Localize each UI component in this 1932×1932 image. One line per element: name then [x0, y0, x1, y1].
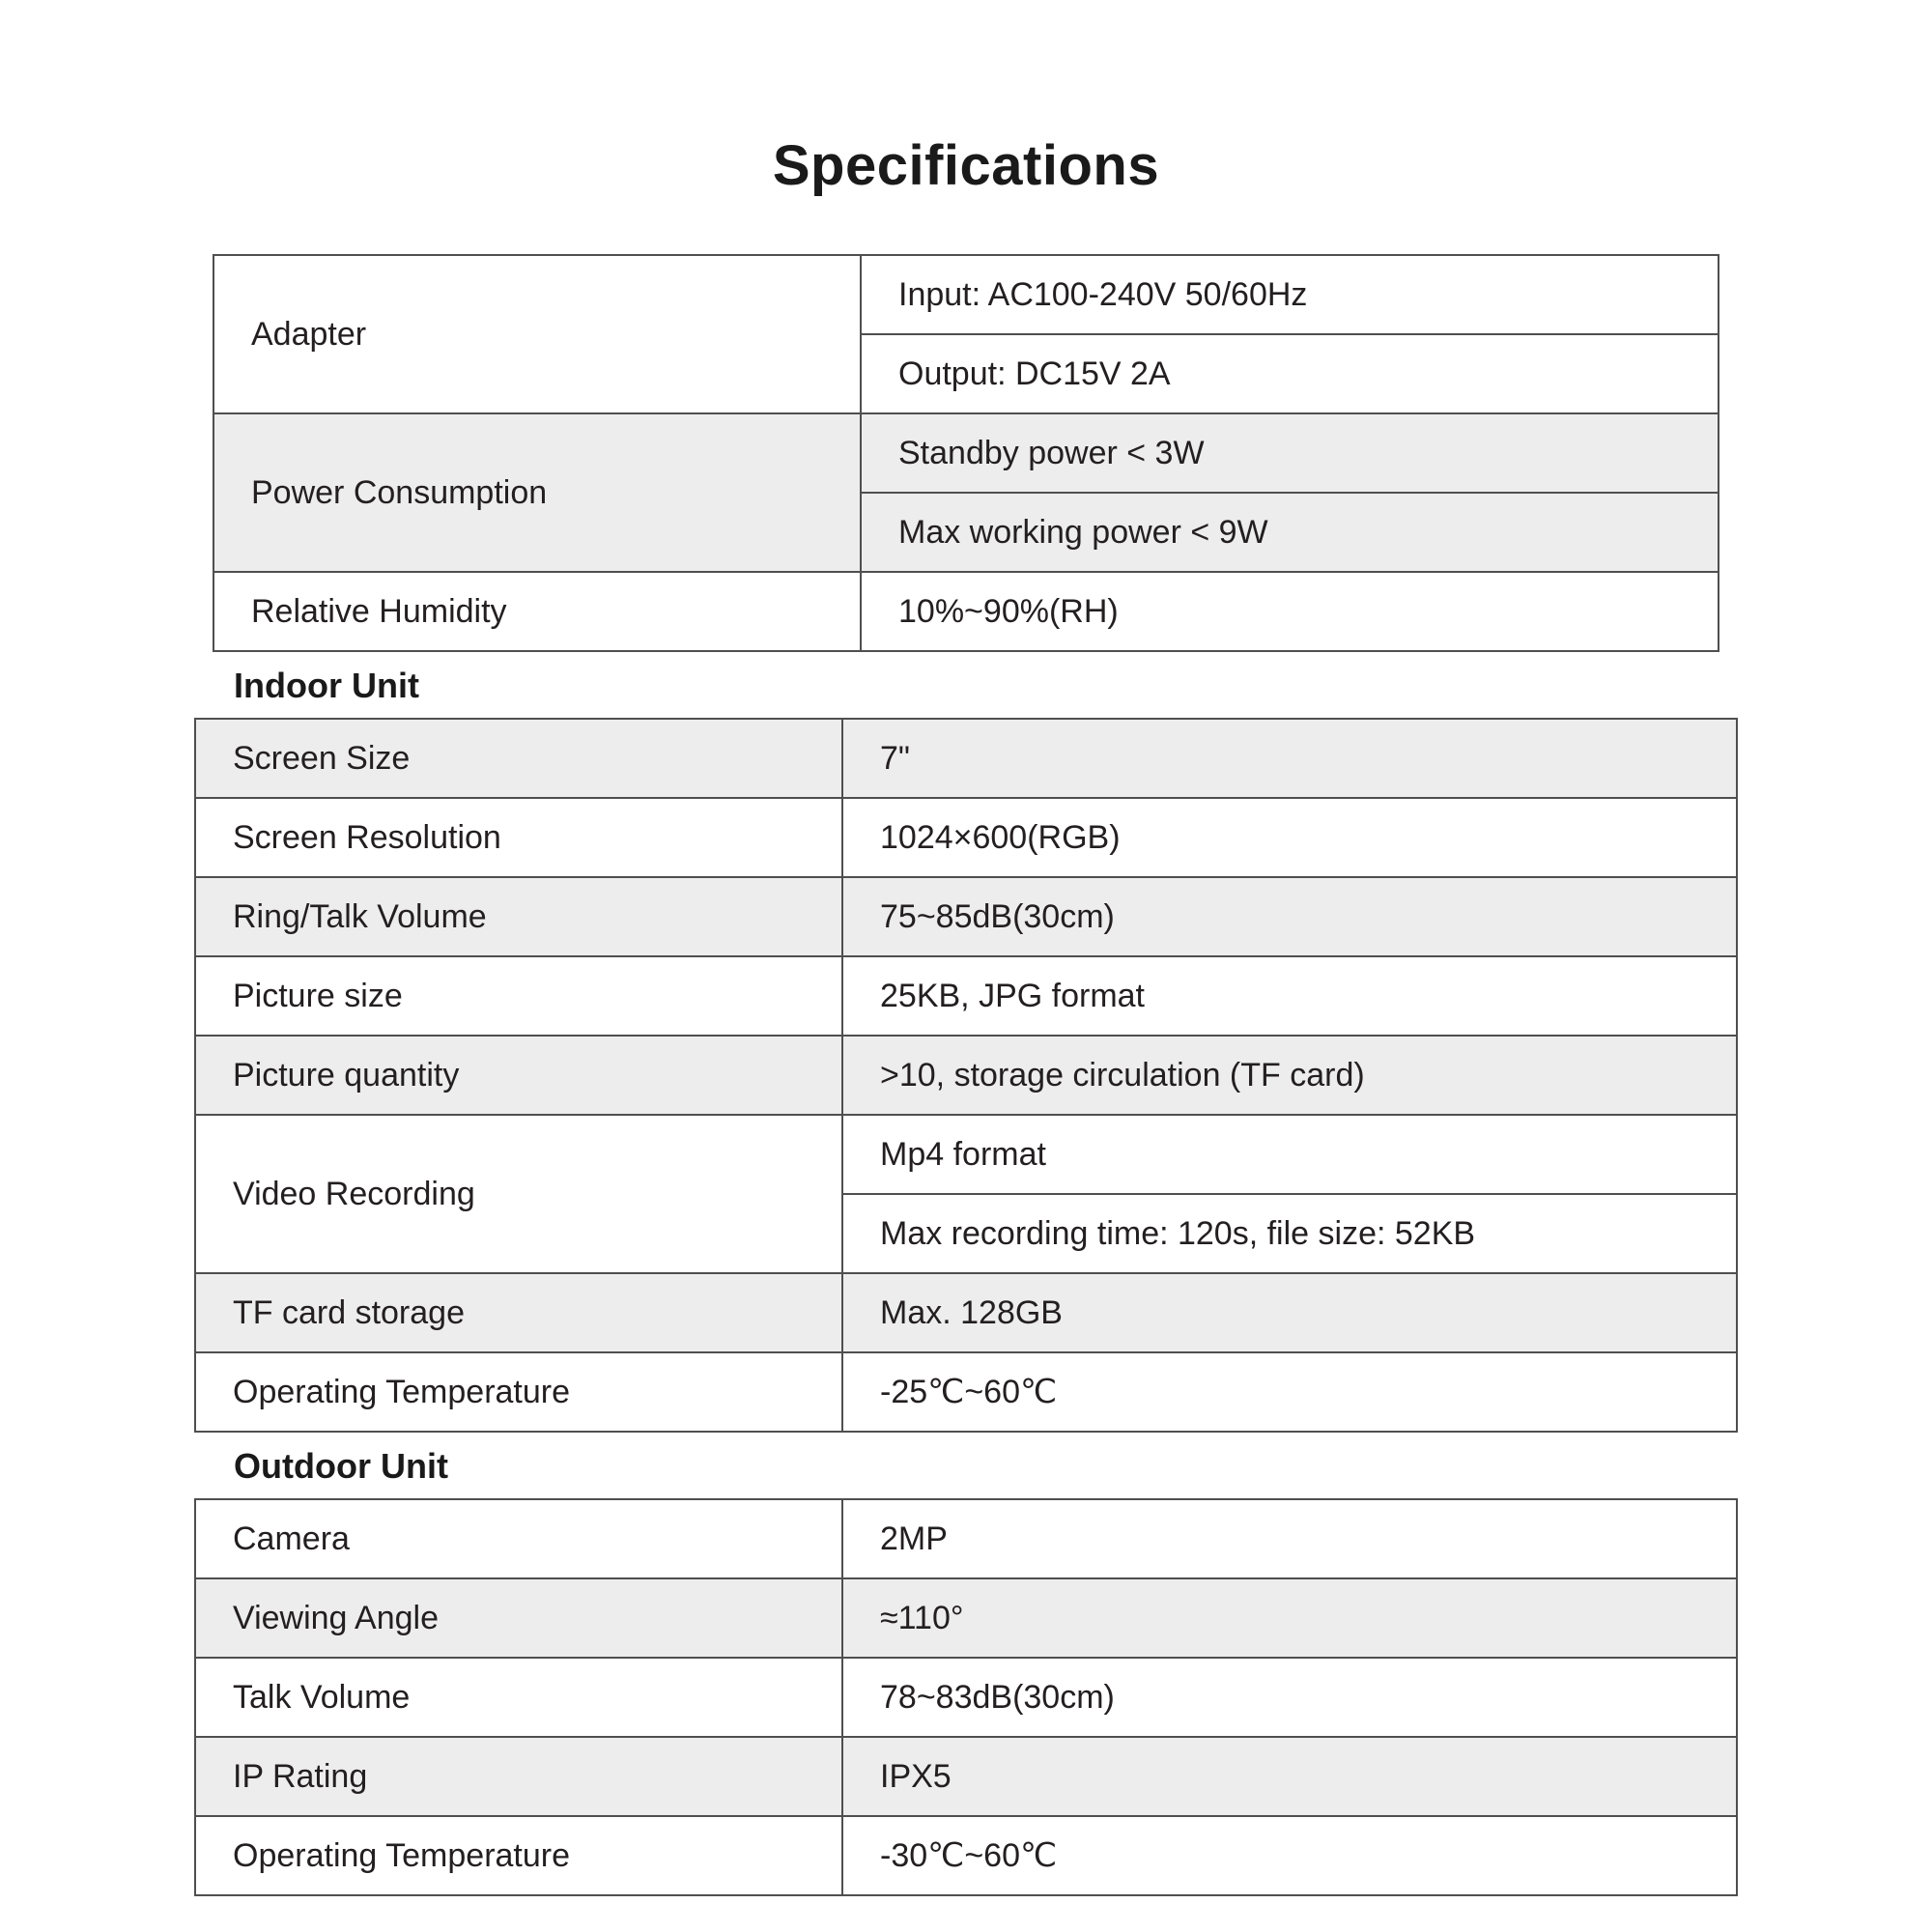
spec-value-row [862, 493, 1718, 571]
spec-table [194, 1498, 1738, 1896]
spec-value-row [843, 1116, 1736, 1194]
table-row [195, 1273, 1737, 1352]
spec-label: Screen Resolution [195, 798, 842, 877]
spec-value: -30℃~60℃ [842, 1816, 1737, 1895]
spec-value: Mp4 format [843, 1116, 1736, 1194]
spec-value: 7" [842, 719, 1737, 798]
spec-value: IPX5 [842, 1737, 1737, 1816]
spec-value: Input: AC100-240V 50/60Hz [862, 256, 1718, 334]
spec-label: Picture quantity [195, 1036, 842, 1115]
spec-value: Max working power < 9W [862, 493, 1718, 571]
spec-value: 25KB, JPG format [842, 956, 1737, 1036]
spec-label: Camera [195, 1499, 842, 1578]
spec-value: Max recording time: 120s, file size: 52KB [843, 1194, 1736, 1272]
spec-value-row [862, 414, 1718, 493]
spec-label: Talk Volume [195, 1658, 842, 1737]
spec-value-row [862, 334, 1718, 412]
spec-value-subtable [862, 256, 1718, 412]
spec-label: Operating Temperature [195, 1816, 842, 1895]
table-row [195, 877, 1737, 956]
table-row [195, 719, 1737, 798]
spec-value: 1024×600(RGB) [842, 798, 1737, 877]
spec-label: Operating Temperature [195, 1352, 842, 1432]
section-heading: Outdoor Unit [234, 1446, 448, 1486]
table-row [213, 572, 1719, 651]
spec-value: 75~85dB(30cm) [842, 877, 1737, 956]
spec-value: Max. 128GB [842, 1273, 1737, 1352]
spec-label: Ring/Talk Volume [195, 877, 842, 956]
table-row [213, 255, 1719, 413]
spec-value-subtable [862, 414, 1718, 571]
table-row [195, 956, 1737, 1036]
table-row [213, 413, 1719, 572]
spec-value-cell [861, 255, 1719, 413]
spec-label: Power Consumption [213, 413, 861, 572]
spec-value: 10%~90%(RH) [861, 572, 1719, 651]
spec-value: >10, storage circulation (TF card) [842, 1036, 1737, 1115]
spec-table [213, 254, 1719, 652]
page-title: Specifications [772, 134, 1160, 197]
spec-value: ≈110° [842, 1578, 1737, 1658]
spec-value: Standby power < 3W [862, 414, 1718, 493]
table-row [195, 798, 1737, 877]
spec-value: Output: DC15V 2A [862, 334, 1718, 412]
table-row [195, 1036, 1737, 1115]
spec-value-row [843, 1194, 1736, 1272]
table-row [195, 1816, 1737, 1895]
section-heading: Indoor Unit [234, 666, 419, 705]
table-row [195, 1737, 1737, 1816]
spec-label: Picture size [195, 956, 842, 1036]
table-row [195, 1352, 1737, 1432]
spec-value-cell [842, 1115, 1737, 1273]
table-row [195, 1115, 1737, 1273]
spec-value-cell [861, 413, 1719, 572]
spec-value: 2MP [842, 1499, 1737, 1578]
spec-value-row [862, 256, 1718, 334]
spec-value-subtable [843, 1116, 1736, 1272]
specification-sections [0, 254, 1932, 1896]
table-row [195, 1499, 1737, 1578]
spec-label: Relative Humidity [213, 572, 861, 651]
spec-label: TF card storage [195, 1273, 842, 1352]
spec-label: IP Rating [195, 1737, 842, 1816]
table-row [195, 1658, 1737, 1737]
spec-label: Viewing Angle [195, 1578, 842, 1658]
spec-label: Screen Size [195, 719, 842, 798]
spec-table [194, 718, 1738, 1433]
table-row [195, 1578, 1737, 1658]
spec-value: -25℃~60℃ [842, 1352, 1737, 1432]
spec-label: Video Recording [195, 1115, 842, 1273]
spec-label: Adapter [213, 255, 861, 413]
spec-value: 78~83dB(30cm) [842, 1658, 1737, 1737]
